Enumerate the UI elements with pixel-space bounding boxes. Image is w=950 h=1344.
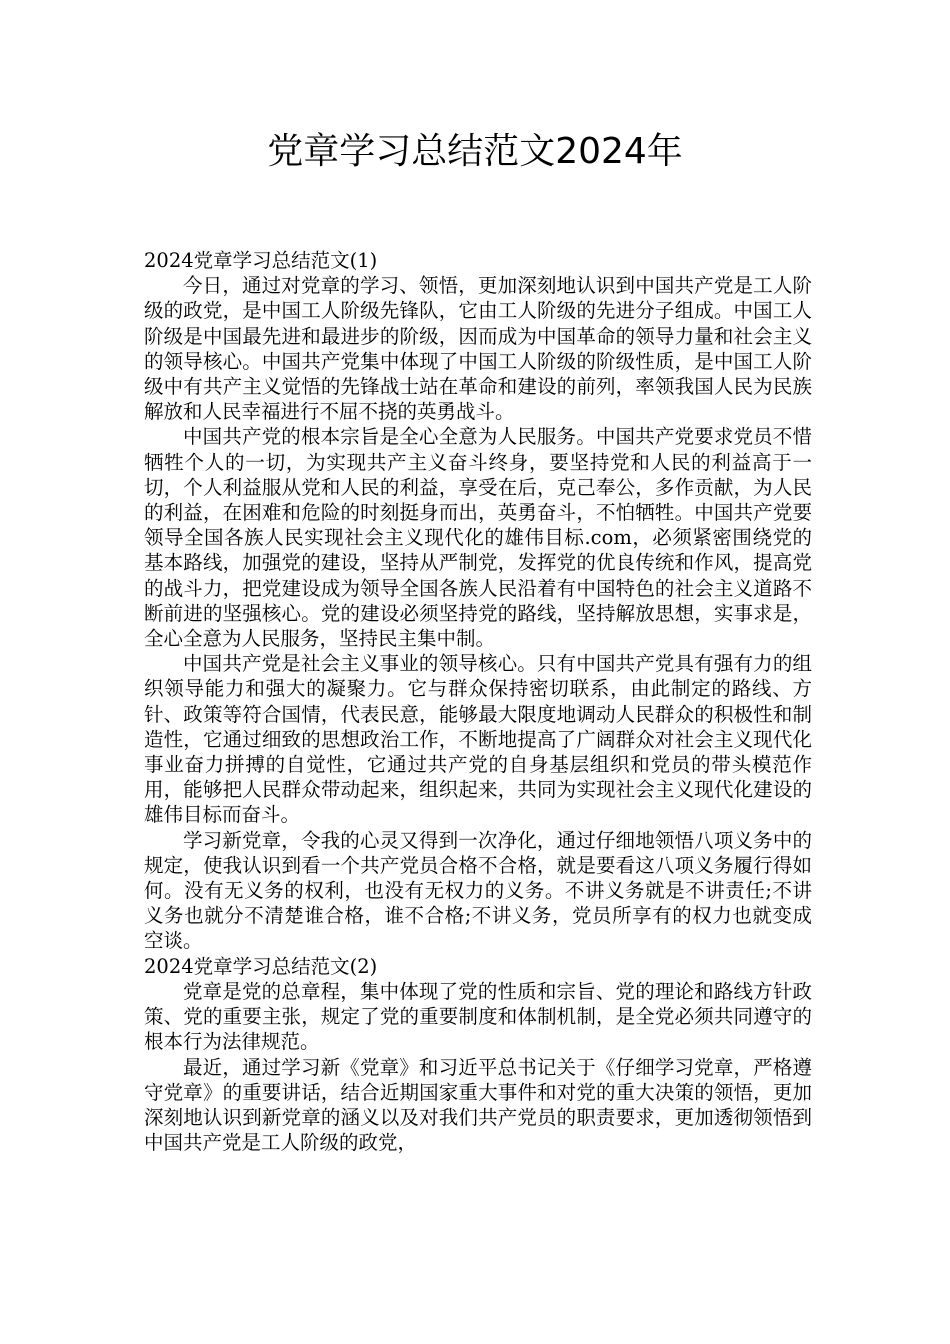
paragraph: 党章是党的总章程，集中体现了党的性质和宗旨、党的理论和路线方针政策、党的重要主张，规定了党的重要制度和体制机制，是全党必须共同遵守的根本行为法律规范。 xyxy=(144,979,812,1054)
paragraph: 今日，通过对党章的学习、领悟，更加深刻地认识到中国共产党是工人阶级的政党，是中国工人阶级先锋队，它由工人阶级的先进分子组成。中国工人阶级是中国最先进和最进步的阶级，因而成为中国革命的领导力量和社会主义的领导核心。中国共产党集中体现了中国工人阶级的阶级性质，是中国工人阶级中有共产主义觉悟的先锋战士站在革命和建设的前列，率领我国人民为民族解放和人民幸福进行不屈不挠的英勇战斗。 xyxy=(144,274,812,424)
paragraph: 中国共产党的根本宗旨是全心全意为人民服务。中国共产党要求党员不惜牺牲个人的一切，为实现共产主义奋斗终身，要坚持党和人民的利益高于一切，个人利益服从党和人民的利益，享受在后，克己奉公，多作贡献，为人民的利益，在困难和危险的时刻挺身而出，英勇奋斗，不怕牺牲。中国共产党要领导全国各族人民实现社会主义现代化的雄伟目标.com，必须紧密围绕党的基本路线，加强党的建设，坚持从严制党，发挥党的优良传统和作风，提高党的战斗力，把党建设成为领导全国各族人民沿着有中国特色的社会主义道路不断前进的坚强核心。党的建设必须坚持党的路线，坚持解放思想，实事求是，全心全意为人民服务，坚持民主集中制。 xyxy=(144,425,812,651)
paragraph: 学习新党章，令我的心灵又得到一次净化，通过仔细地领悟八项义务中的规定，使我认识到看一个共产党员合格不合格，就是要看这八项义务履行得如何。没有无义务的权利，也没有无权力的义务。不讲义务就是不讲责任;不讲义务也就分不清楚谁合格，谁不合格;不讲义务，党员所享有的权力也就变成空谈。 xyxy=(144,828,812,953)
paragraph: 最近，通过学习新《党章》和习近平总书记关于《仔细学习党章，严格遵守党章》的重要讲话，结合近期国家重大事件和对党的重大决策的领悟，更加深刻地认识到新党章的涵义以及对我们共产党员的职责要求，更加透彻领悟到中国共产党是工人阶级的政党， xyxy=(144,1055,812,1155)
section-heading: 2024党章学习总结范文(2) xyxy=(144,954,378,978)
section-heading: 2024党章学习总结范文(1) xyxy=(144,249,378,272)
document-body xyxy=(144,248,812,1155)
paragraph: 中国共产党是社会主义事业的领导核心。只有中国共产党具有强有力的组织领导能力和强大的凝聚力。它与群众保持密切联系，由此制定的路线、方针、政策等符合国情，代表民意，能够最大限度地调动人民群众的积极性和制造性，它通过细致的思想政治工作，不断地提高了广阔群众对社会主义现代化事业奋力拼搏的自觉性，它通过共产党的自身基层组织和党员的带头模范作用，能够把人民群众带动起来，组织起来，共同为实现社会主义现代化建设的雄伟目标而奋斗。 xyxy=(144,652,812,827)
document-title: 党章学习总结范文2024年 xyxy=(267,131,683,172)
